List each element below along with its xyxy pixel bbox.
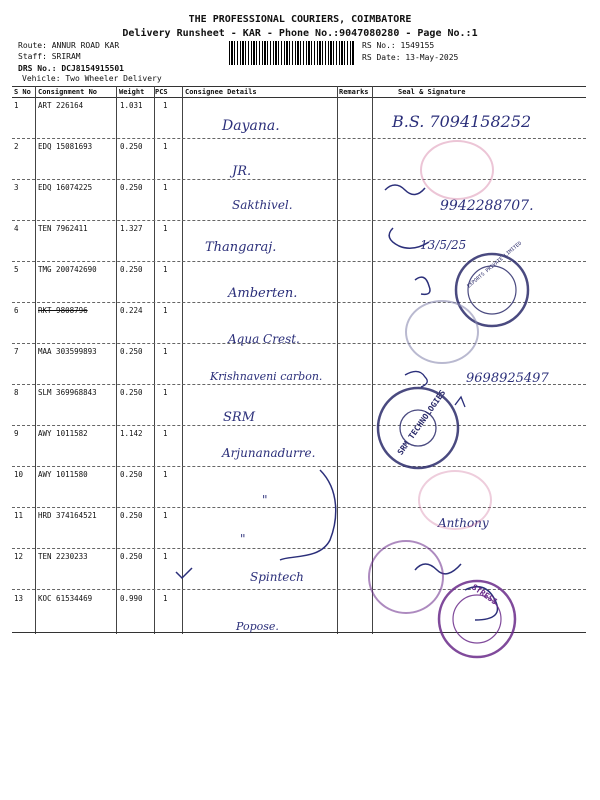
runsheet-subtitle: Delivery Runsheet - KAR - Phone No.:9047080280 - Page No.:1 — [122, 28, 478, 39]
row-divider — [12, 138, 586, 139]
handwritten-consignee: Dayana. — [222, 118, 280, 134]
row-consignment-no: TMG 200742690 — [38, 265, 97, 274]
row-weight: 0.990 — [120, 594, 143, 603]
row-consignment-no: HRD 374164521 — [38, 511, 97, 520]
row-pcs: 1 — [163, 101, 168, 110]
barcode — [229, 41, 355, 65]
rs-number: RS No.: 1549155 — [362, 41, 435, 50]
col-header-consignee: Consignee Details — [185, 88, 257, 96]
stress-seal-text: STRESS — [470, 582, 499, 607]
table-top-border — [12, 86, 586, 87]
handwritten-consignee: SRM — [223, 410, 256, 425]
handwritten-ditto-mark: " — [240, 532, 246, 546]
row-sno: 7 — [14, 347, 19, 356]
srm-seal-text: SRM TECHNOLOGIES — [395, 388, 448, 457]
col-header-weight: Weight — [119, 88, 145, 96]
handwritten-consignee: Aqua Crest. — [228, 332, 300, 346]
row-weight: 0.250 — [120, 511, 143, 520]
row-weight: 0.250 — [120, 183, 143, 192]
row-sno: 1 — [14, 101, 19, 110]
handwritten-consignee: Sakthivel. — [232, 198, 293, 212]
col-header-consignment: Consignment No — [38, 88, 98, 96]
row-consignment-no: RKT 9808796 — [38, 306, 88, 315]
row-consignment-no: EDQ 15081693 — [38, 142, 93, 151]
rs-date: RS Date: 13-May-2025 — [362, 53, 459, 62]
handwritten-consignee: Thangaraj. — [205, 240, 277, 255]
handwritten-phone: 9698925497 — [466, 371, 549, 386]
handwritten-bracket — [170, 460, 350, 590]
row-weight: 1.031 — [120, 101, 143, 110]
row-sno: 3 — [14, 183, 19, 192]
handwritten-consignee: Krishnaveni carbon. — [210, 370, 323, 383]
row-weight: 0.224 — [120, 306, 143, 315]
row-pcs: 1 — [163, 594, 168, 603]
row-sno: 8 — [14, 388, 19, 397]
row-weight: 0.250 — [120, 552, 143, 561]
row-sno: 12 — [14, 552, 24, 561]
col-header-pcs: PCS — [155, 88, 168, 96]
col-header-remarks: Remarks — [339, 88, 369, 96]
company-title: THE PROFESSIONAL COURIERS, COIMBATORE — [188, 14, 412, 25]
row-pcs: 1 — [163, 429, 168, 438]
handwritten-date: 13/5/25 — [420, 238, 467, 252]
handwritten-consignee: Popose. — [236, 620, 279, 633]
row-weight: 0.250 — [120, 470, 143, 479]
row-pcs: 1 — [163, 183, 168, 192]
col-header-sno: S No — [14, 88, 31, 96]
handwritten-consignee: Amberten. — [228, 286, 298, 301]
row-consignment-no: AWY 1011582 — [38, 429, 88, 438]
row-pcs: 1 — [163, 142, 168, 151]
row-consignment-no: EDQ 16074225 — [38, 183, 93, 192]
handwritten-consignee: Arjunanadurre. — [222, 446, 316, 460]
row-sno: 13 — [14, 594, 24, 603]
vehicle-label: Vehicle: Two Wheeler Delivery — [22, 74, 162, 83]
drs-label: DRS No.: DCJ8154915501 — [18, 64, 124, 73]
route-label: Route: ANNUR ROAD KAR — [18, 41, 120, 50]
row-consignment-no: TEN 7962411 — [38, 224, 88, 233]
row-pcs: 1 — [163, 306, 168, 315]
handwritten-signature: B.S. 7094158252 — [392, 112, 532, 131]
row-sno: 2 — [14, 142, 19, 151]
row-sno: 9 — [14, 429, 19, 438]
handwritten-consignee: JR. — [232, 164, 252, 179]
row-sno: 10 — [14, 470, 24, 479]
row-pcs: 1 — [163, 470, 168, 479]
row-consignment-no: MAA 303599893 — [38, 347, 97, 356]
handwritten-signature: Anthony — [438, 516, 489, 530]
handwritten-consignee: Spintech — [250, 570, 304, 584]
row-sno: 6 — [14, 306, 19, 315]
row-consignment-no: TEN 2230233 — [38, 552, 88, 561]
row-weight: 0.250 — [120, 347, 143, 356]
row-pcs: 1 — [163, 552, 168, 561]
col-divider — [154, 86, 155, 634]
row-pcs: 1 — [163, 224, 168, 233]
staff-label: Staff: SRIRAM — [18, 52, 81, 61]
row-consignment-no: ART 226164 — [38, 101, 84, 110]
row-consignment-no: KOC 61534469 — [38, 594, 93, 603]
row-sno: 5 — [14, 265, 19, 274]
handwritten-phone: 9942288707. — [440, 198, 534, 214]
row-consignment-no: SLM 369968843 — [38, 388, 97, 397]
grey-seal-stamp — [405, 300, 479, 364]
row-consignment-no: AWY 1011580 — [38, 470, 88, 479]
handwritten-ditto-mark: " — [262, 493, 268, 507]
row-pcs: 1 — [163, 511, 168, 520]
row-weight: 1.327 — [120, 224, 143, 233]
exports-seal-text: EXPORTS PRIVATE LIMITED — [466, 240, 524, 290]
row-weight: 0.250 — [120, 388, 143, 397]
row-pcs: 1 — [163, 347, 168, 356]
row-weight: 1.142 — [120, 429, 143, 438]
row-sno: 11 — [14, 511, 24, 520]
row-weight: 0.250 — [120, 265, 143, 274]
col-divider — [116, 86, 117, 634]
row-pcs: 1 — [163, 388, 168, 397]
pink-seal-stamp — [420, 140, 494, 200]
col-divider — [372, 86, 373, 634]
table-header-border — [12, 97, 586, 98]
pink-seal-stamp-2 — [418, 470, 492, 530]
col-divider — [35, 86, 36, 634]
col-header-signature: Seal & Signature — [398, 88, 466, 96]
row-sno: 4 — [14, 224, 19, 233]
row-pcs: 1 — [163, 265, 168, 274]
row-weight: 0.250 — [120, 142, 143, 151]
